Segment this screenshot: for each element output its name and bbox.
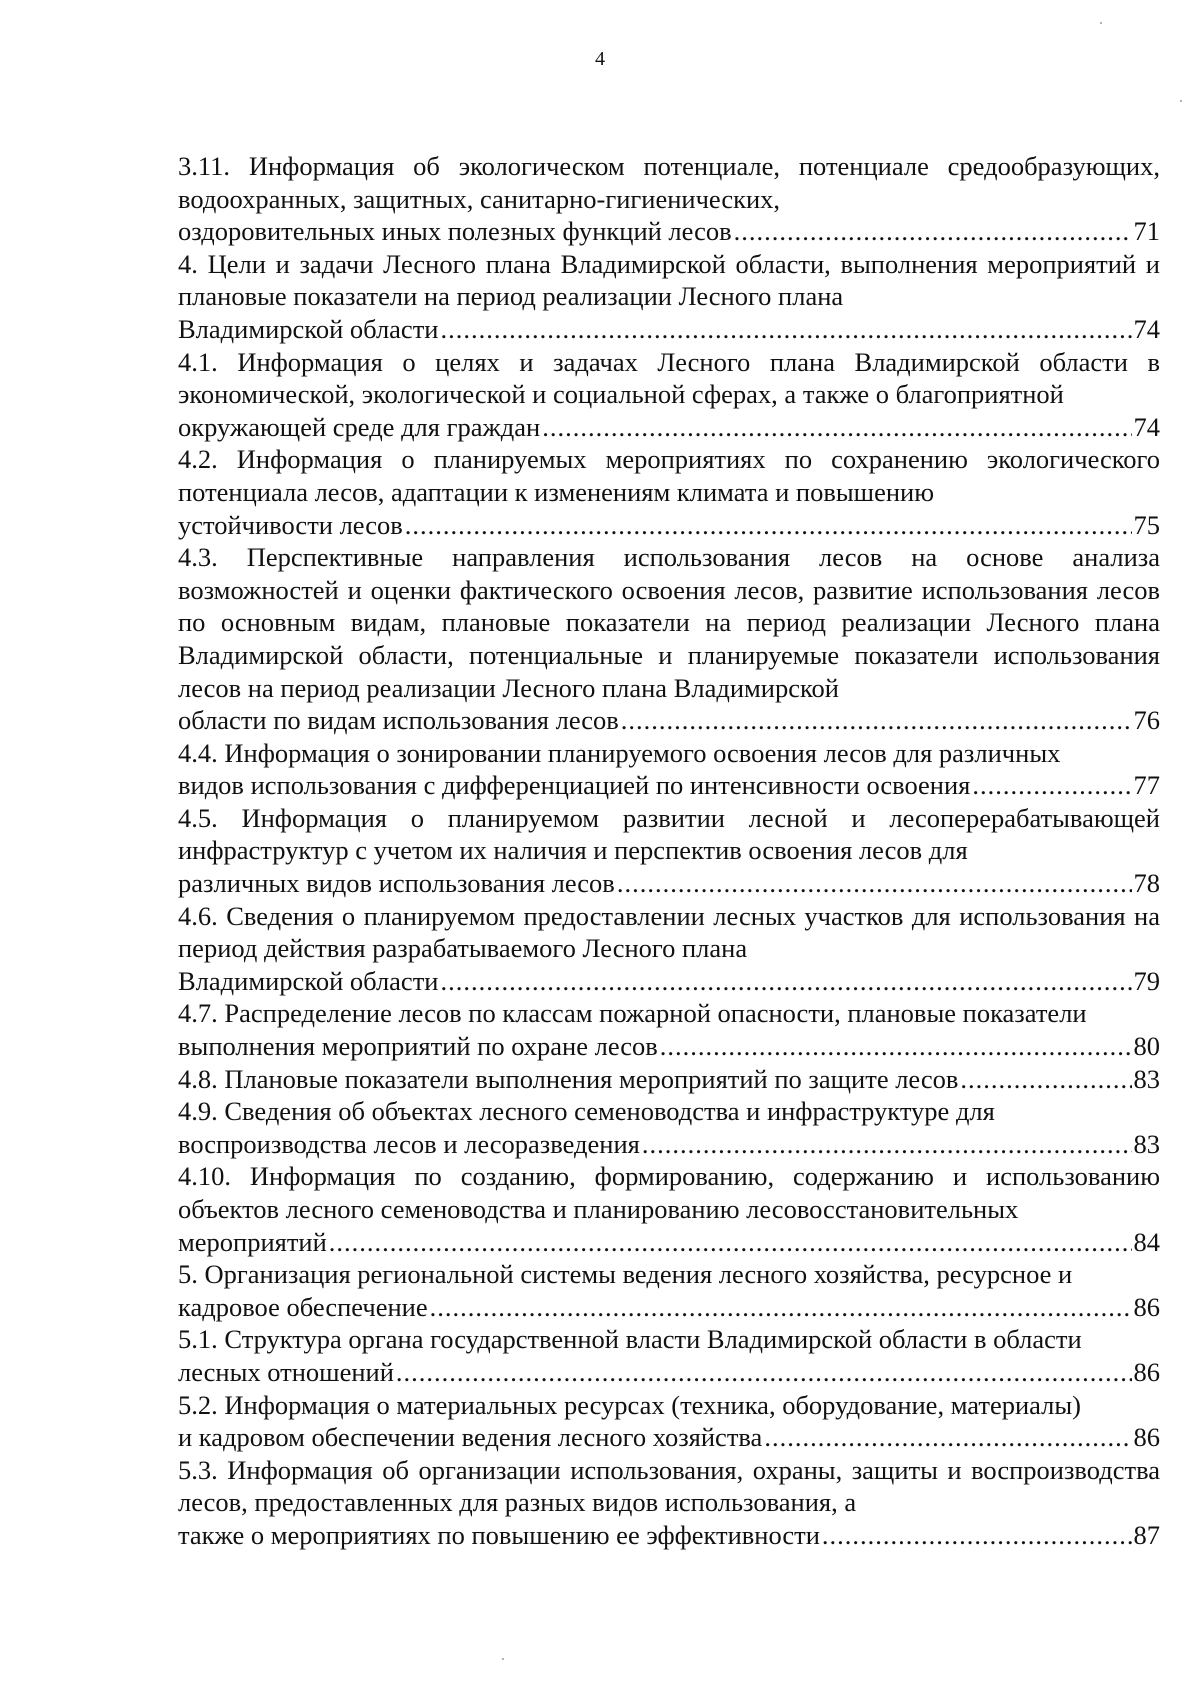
- dot-leader: [621, 704, 1132, 737]
- toc-entry-text: 4.3. Перспективные направления использования лесов на основе анализа возможностей и оценки фактического освоения лесов, развитие использования лесов по основным видам, плановые показатели на период реализации Лесного плана Владимирской области, потенциальные и планируемые показатели использования лесов на период реализации Лесного плана Владимирской: [178, 542, 1160, 703]
- toc-entry-last-line: [178, 215, 1160, 248]
- dot-leader: [960, 1063, 1131, 1096]
- toc-entry-text: 4.2. Информация о планируемых мероприятиях по сохранению экологического потенциала лесов, адаптации к изменениям климата и повышению: [178, 444, 1160, 507]
- toc-entry-last-line: [178, 509, 1160, 542]
- dot-leader: [734, 215, 1132, 248]
- toc-entry: [178, 1063, 1160, 1096]
- toc-entry: [178, 997, 1160, 1062]
- toc-entry-tail: Владимирской области: [178, 965, 439, 996]
- dot-leader: [405, 509, 1132, 542]
- toc-entry-last-line: [178, 1519, 1160, 1552]
- toc-entry-tail: и кадровом обеспечении ведения лесного хозяйства: [178, 1422, 763, 1453]
- toc-entry-last-line: [178, 704, 1160, 737]
- toc-entry-text: 4. Цели и задачи Лесного плана Владимирской области, выполнения мероприятий и плановые показатели на период реализации Лесного плана: [178, 248, 1160, 312]
- toc-entry-last-line: [178, 867, 1160, 900]
- toc-entry: [178, 541, 1160, 737]
- toc-entry-text: 4.5. Информация о планируемом развитии лесной и лесоперерабатывающей инфраструктур с учетом их наличия и перспектив освоения лесов для: [178, 802, 1160, 866]
- toc-page-number: 80: [1133, 1031, 1160, 1062]
- toc-page-number: 86: [1133, 1356, 1160, 1387]
- page-number: 4: [595, 48, 605, 70]
- toc-page-number: 74: [1133, 411, 1160, 442]
- toc-entry: [178, 1389, 1160, 1454]
- toc-entry: [178, 802, 1160, 900]
- toc-entry: [178, 1258, 1160, 1323]
- dot-leader: [329, 1226, 1132, 1259]
- toc-page-number: 78: [1133, 868, 1160, 899]
- dot-leader: [822, 1519, 1132, 1552]
- dot-leader: [440, 965, 1131, 998]
- toc-entry-tail: окружающей среде для граждан: [178, 411, 541, 442]
- toc-entry-text: 3.11. Информация об экологическом потенциале, потенциале средообразующих, водоохранных, защитных, санитарно-гигиенических,: [178, 151, 1160, 214]
- dot-leader: [617, 867, 1132, 900]
- toc-entry-last-line: [178, 1030, 1160, 1063]
- toc-entry: [178, 1323, 1160, 1388]
- toc-entry-last-line: [178, 1356, 1160, 1389]
- toc-entry-tail: мероприятий: [178, 1226, 327, 1257]
- toc-entry-text: 5. Организация региональной системы ведения лесного хозяйства, ресурсное и: [178, 1259, 1073, 1290]
- toc-entry-tail: выполнения мероприятий по охране лесов: [178, 1031, 658, 1062]
- dot-leader: [396, 1356, 1132, 1389]
- toc-entry-last-line: [178, 411, 1160, 444]
- toc-entry-last-line: [178, 769, 1160, 802]
- toc-entry: [178, 1454, 1160, 1552]
- toc-page-number: 83: [1133, 1063, 1160, 1094]
- toc-entry-tail: 4.8. Плановые показатели выполнения мероприятий по защите лесов: [178, 1063, 959, 1094]
- dot-leader: [642, 1128, 1132, 1161]
- toc-entry-tail: Владимирской области: [178, 313, 439, 344]
- toc-entry-tail: различных видов использования лесов: [178, 868, 615, 899]
- dot-leader: [660, 1030, 1132, 1063]
- toc-page-number: 77: [1133, 770, 1160, 801]
- dot-leader: [542, 411, 1131, 444]
- toc-entry-text: 4.4. Информация о зонировании планируемого освоения лесов для различных: [178, 737, 1061, 768]
- toc-page-number: 75: [1133, 509, 1160, 540]
- toc-page-number: 83: [1133, 1128, 1160, 1159]
- toc-entry-tail: видов использования с дифференциацией по интенсивности освоения: [178, 770, 971, 801]
- toc-entry-tail: кадровое обеспечение: [178, 1291, 428, 1322]
- dot-leader: [430, 1291, 1132, 1324]
- toc-page-number: 76: [1133, 705, 1160, 736]
- toc-entry: [178, 346, 1160, 444]
- toc-entry-text: 4.9. Сведения об объектах лесного семеноводства и инфраструктуре для: [178, 1096, 995, 1127]
- toc-entry-last-line: [178, 1291, 1160, 1324]
- toc-page-number: 79: [1133, 965, 1160, 996]
- scan-speck: [1100, 22, 1102, 24]
- toc-entry-tail: области по видам использования лесов: [178, 705, 619, 736]
- toc-entry-text: 4.7. Распределение лесов по классам пожарной опасности, плановые показатели: [178, 998, 1087, 1029]
- toc-page-number: 71: [1133, 216, 1160, 247]
- toc-entry: [178, 443, 1160, 541]
- toc-entry: [178, 1095, 1160, 1160]
- toc-entry-text: 5.2. Информация о материальных ресурсах (техника, оборудование, материалы): [178, 1389, 1081, 1420]
- toc-page-number: 87: [1133, 1519, 1160, 1550]
- toc-entry-last-line: [178, 1063, 1160, 1096]
- toc-entry-text: 4.1. Информация о целях и задачах Лесного плана Владимирской области в экономической, экологической и социальной сферах, а также о благоприятной: [178, 346, 1160, 410]
- toc-entry: [178, 248, 1160, 346]
- table-of-contents: [178, 150, 1160, 1552]
- scan-speck: [502, 1658, 504, 1660]
- toc-entry: [178, 150, 1160, 248]
- toc-entry-last-line: [178, 1421, 1160, 1454]
- toc-entry-text: 5.3. Информация об организации использования, охраны, защиты и воспроизводства лесов, предоставленных для разных видов использования, а: [178, 1454, 1160, 1518]
- toc-entry: [178, 1160, 1160, 1258]
- toc-entry-tail: оздоровительных иных полезных функций лесов: [178, 216, 732, 247]
- toc-entry-tail: лесных отношений: [178, 1356, 394, 1387]
- toc-page-number: 86: [1133, 1291, 1160, 1322]
- toc-entry: [178, 737, 1160, 802]
- dot-leader: [764, 1421, 1131, 1454]
- toc-page-number: 84: [1133, 1226, 1160, 1257]
- toc-entry-tail: также о мероприятиях по повышению ее эффективности: [178, 1519, 820, 1550]
- toc-entry-last-line: [178, 1226, 1160, 1259]
- toc-entry-text: 4.10. Информация по созданию, формированию, содержанию и использованию объектов лесного семеноводства и планированию лесовосстановительных: [178, 1161, 1160, 1224]
- toc-entry-last-line: [178, 313, 1160, 346]
- scan-speck: [1180, 100, 1182, 102]
- toc-entry-tail: устойчивости лесов: [178, 509, 403, 540]
- toc-entry-text: 5.1. Структура органа государственной власти Владимирской области в области: [178, 1324, 1082, 1355]
- dot-leader: [440, 313, 1131, 346]
- toc-entry: [178, 900, 1160, 998]
- dot-leader: [972, 769, 1131, 802]
- toc-entry-text: 4.6. Сведения о планируемом предоставлении лесных участков для использования на период действия разрабатываемого Лесного плана: [178, 900, 1160, 964]
- toc-page-number: 74: [1133, 313, 1160, 344]
- toc-entry-last-line: [178, 965, 1160, 998]
- toc-entry-tail: воспроизводства лесов и лесоразведения: [178, 1128, 640, 1159]
- toc-page-number: 86: [1133, 1422, 1160, 1453]
- toc-entry-last-line: [178, 1128, 1160, 1161]
